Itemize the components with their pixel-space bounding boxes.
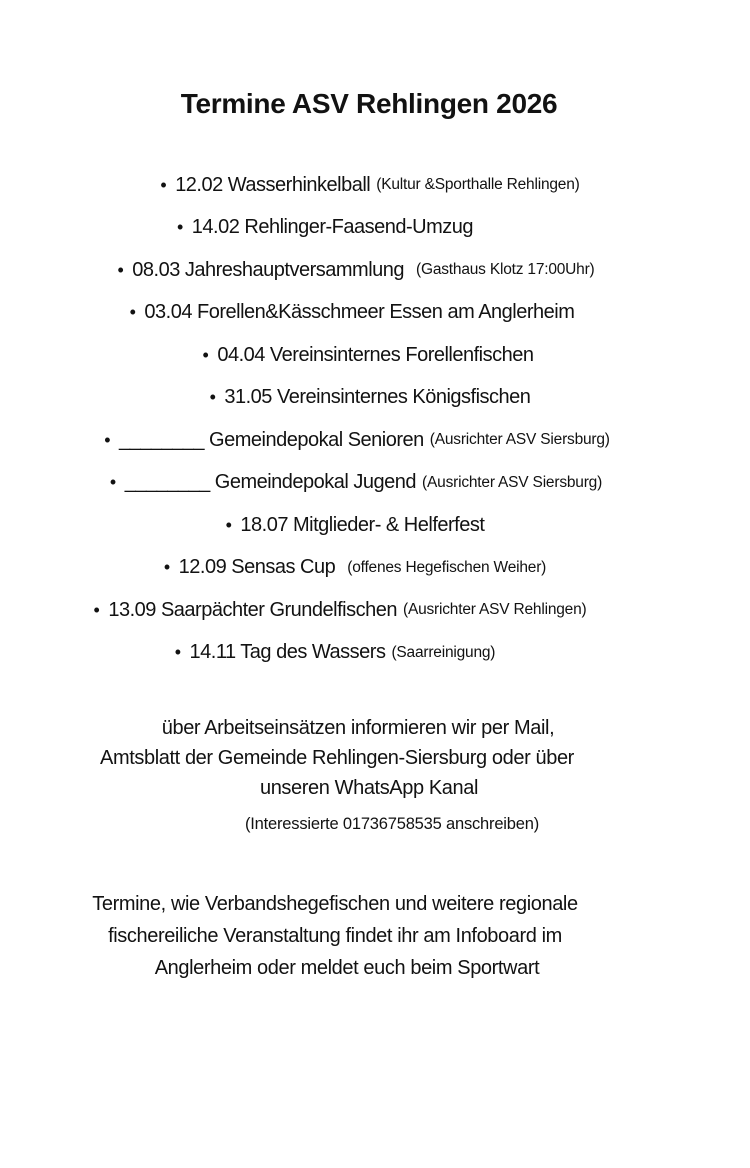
info-line: Amtsblatt der Gemeinde Rehlingen-Siersburg oder über [100,747,574,769]
footer-line: Termine, wie Verbandshegefischen und weitere regionale [92,893,578,915]
bullet-icon: • [104,429,111,450]
event-note: (Saarreinigung) [391,643,496,661]
info-paragraph [0,713,750,803]
event-item [0,207,700,250]
event-list [0,164,750,674]
bullet-icon: • [163,557,170,578]
event-text: ________ Gemeindepokal Jugend [124,471,417,494]
event-item [0,377,745,420]
event-text: 14.11 Tag des Wassers [189,641,386,664]
event-note: (Gasthaus Klotz 17:00Uhr) [416,261,595,279]
event-text: 08.03 Jahreshauptversammlung [132,258,405,281]
bullet-icon: • [109,472,116,493]
page-title: Termine ASV Rehlingen 2026 [180,88,558,119]
bullet-icon: • [160,174,167,195]
bullet-icon: • [174,642,181,663]
bullet-icon: • [176,217,183,238]
event-note: (offenes Hegefischen Weiher) [347,558,547,576]
footer-paragraph [0,888,750,984]
event-text: 14.02 Rehlinger-Faasend-Umzug [191,216,474,239]
event-item [0,632,710,675]
event-note: (Ausrichter ASV Siersburg) [422,473,603,491]
footer-line: fischereiliche Veranstaltung findet ihr am Infoboard im [108,925,562,947]
event-text: 13.09 Saarpächter Grundelfischen [108,598,397,621]
event-text: 12.09 Sensas Cup [178,556,336,579]
bullet-icon: • [202,344,209,365]
event-item [0,334,743,377]
event-text: 03.04 Forellen&Kässchmeer Essen am Anglerheim [144,301,575,324]
bullet-icon: • [93,599,100,620]
event-text: 12.02 Wasserhinkelball [175,173,371,196]
event-item [0,547,730,590]
bullet-icon: • [209,387,216,408]
event-item [0,462,731,505]
event-item [0,164,745,207]
document-page [0,88,750,1168]
contact-note: (Interessierte 01736758535 anschreiben) [245,815,539,833]
bullet-icon: • [225,514,232,535]
event-item [0,419,732,462]
bullet-icon: • [117,259,124,280]
event-item [0,249,731,292]
info-line: unseren WhatsApp Kanal [259,777,478,799]
event-text: 31.05 Vereinsinternes Königsfischen [224,386,531,409]
event-note: (Ausrichter ASV Siersburg) [429,431,610,449]
event-text: 04.04 Vereinsinternes Forellenfischen [217,343,534,366]
event-note: (Kultur &Sporthalle Rehlingen) [376,176,580,194]
event-note: (Ausrichter ASV Rehlingen) [402,601,587,619]
bullet-icon: • [129,302,136,323]
info-line: über Arbeitseinsätzen informieren wir per Mail, [161,717,555,739]
event-text: 18.07 Mitglieder- & Helferfest [240,513,485,536]
event-item [0,504,730,547]
footer-line: Anglerheim oder meldet euch beim Sportwart [154,957,540,979]
event-item [0,589,715,632]
event-text: ________ Gemeindepokal Senioren [119,428,424,451]
event-item [0,292,727,335]
